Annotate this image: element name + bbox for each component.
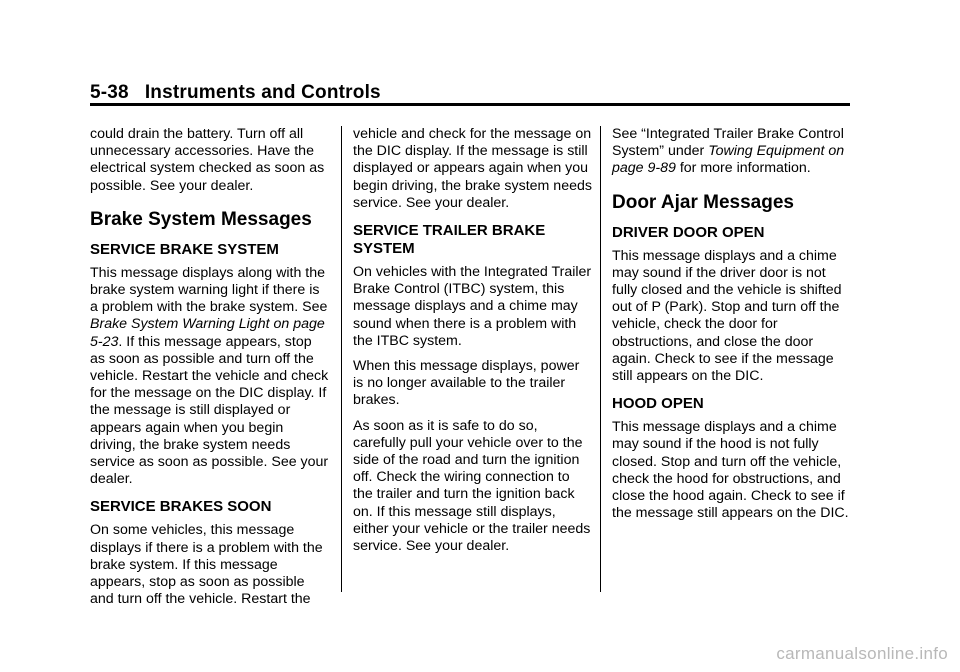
hood-open-paragraph: This message displays and a chime may sound if the hood is not fully closed. Stop and turn off the vehicle, check the hood for obstructions, and close the hood again. Check to see if the message still appears on the DIC. [612, 419, 849, 522]
brake-system-messages-heading: Brake System Messages [90, 208, 312, 230]
page-number: 5-38 [90, 82, 129, 103]
column-divider-2 [600, 126, 601, 592]
text-span: . If this message appears, stop as soon as possible and turn off the vehicle. Restart the vehicle and check for the message on the DIC display. If the message is still displayed or appears again when you begin driving, the brake system needs service as soon as possible. See your dealer. [90, 333, 329, 488]
service-trailer-brake-heading: SERVICE TRAILER BRAKE SYSTEM [353, 222, 546, 258]
trailer-reference-paragraph [612, 126, 852, 178]
towing-equipment-reference: Towing Equipment on page 9-89 [612, 143, 845, 177]
service-brake-system-paragraph [90, 265, 330, 489]
column-divider-1 [341, 126, 342, 592]
section-title: Instruments and Controls [144, 82, 381, 103]
driver-door-paragraph: This message displays and a chime may sound if the driver door is not fully closed and the vehicle is shifted out of P (Park). Stop and turn off the vehicle, check the door for obstructions, and close the door again. Check to see if the message still appears on the DIC. [612, 247, 842, 385]
brake-warning-light-reference: Brake System Warning Light on page 5-23 [90, 316, 325, 350]
text-span: for more information. [675, 160, 811, 177]
column-2 [353, 126, 593, 563]
door-ajar-messages-heading: Door Ajar Messages [612, 191, 794, 213]
text-span: This message displays along with the brake system warning light if there is a problem with the brake system. See [90, 264, 328, 316]
column-3 [612, 126, 852, 530]
driver-door-open-heading: DRIVER DOOR OPEN [612, 223, 765, 241]
header-rule [90, 103, 850, 106]
itbc-paragraph: On vehicles with the Integrated Trailer Brake Control (ITBC) system, this message displays and a chime may sound when there is a problem with the ITBC system. [353, 264, 592, 349]
column-1 [90, 126, 330, 616]
trailer-power-paragraph: When this message displays, power is no longer available to the trailer brakes. [353, 358, 580, 409]
service-brakes-soon-heading: SERVICE BRAKES SOON [90, 498, 272, 516]
hood-open-heading: HOOD OPEN [612, 395, 704, 413]
brakes-soon-continued-paragraph: vehicle and check for the message on the DIC display. If the message is still displayed or appears again when you begin driving, the brake system needs service. See your dealer. [353, 126, 592, 211]
service-brakes-soon-paragraph: On some vehicles, this message displays if there is a problem with the brake system. If this message appears, stop as soon as possible and turn off the vehicle. Restart the [90, 522, 323, 608]
battery-paragraph: could drain the battery. Turn off all unnecessary accessories. Have the electrical system checked as soon as possible. See your dealer. [90, 126, 325, 194]
service-brake-system-heading: SERVICE BRAKE SYSTEM [90, 240, 279, 258]
text-span: See “Integrated Trailer Brake Control System” under [612, 126, 844, 160]
watermark: carmanualsonline.info [776, 644, 948, 663]
page-header [90, 82, 381, 104]
trailer-safety-paragraph: As soon as it is safe to do so, carefully pull your vehicle over to the side of the road and turn the ignition off. Check the wiring connection to the trailer and turn the ignition back on. If this message still displays, either your vehicle or the trailer needs service. See your dealer. [353, 417, 591, 555]
